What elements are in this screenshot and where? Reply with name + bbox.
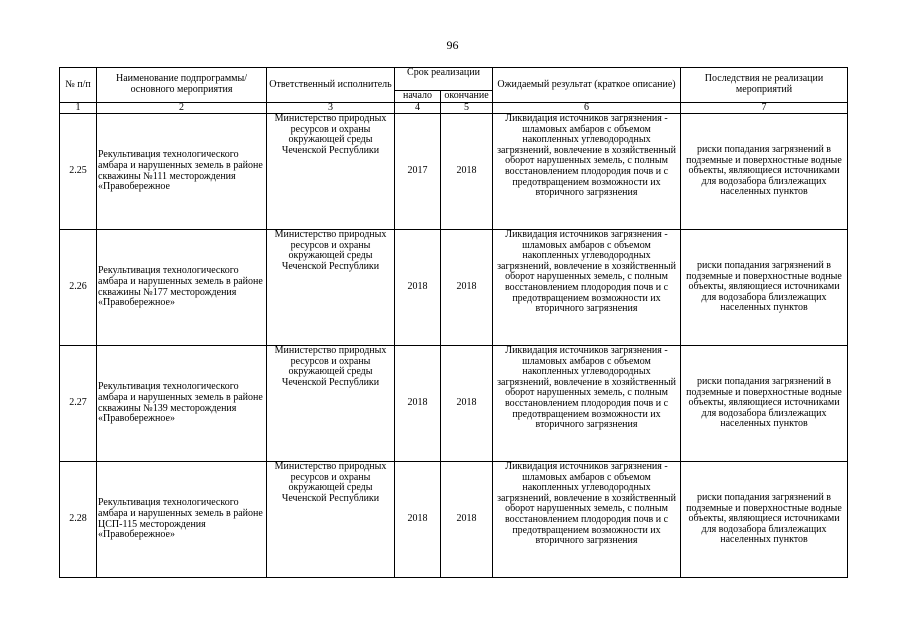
header-period: Срок реализации	[395, 68, 493, 91]
header-consequences: Последствия не реализации мероприятий	[681, 68, 848, 103]
column-number: 4	[395, 103, 441, 114]
row-name: Рекультивация технологического амбара и нарушенных земель в районе скважины №177 месторождения «Правобережное»	[97, 230, 267, 346]
row-responsible: Министерство природных ресурсов и охраны окружающей среды Чеченской Республики	[267, 462, 395, 578]
row-num: 2.27	[60, 346, 97, 462]
page-number: 96	[446, 38, 459, 52]
row-start: 2017	[395, 114, 441, 230]
row-result: Ликвидация источников загрязнения - шламовых амбаров с объемом накопленных углеводородных загрязнений, вовлечение в хозяйственный оборот нарушенных земель, с полным восстановлением плодородия почв и с предотвращением возможности их вторичного загрязнения	[493, 462, 681, 578]
table-row	[60, 114, 848, 230]
row-name: Рекультивация технологического амбара и нарушенных земель в районе скважины №111 месторождения «Правобережное	[97, 114, 267, 230]
header-start: начало	[395, 91, 441, 103]
row-start: 2018	[395, 462, 441, 578]
header-responsible: Ответственный исполнитель	[267, 68, 395, 103]
row-end: 2018	[441, 462, 493, 578]
header-end: окончание	[441, 91, 493, 103]
row-responsible: Министерство природных ресурсов и охраны окружающей среды Чеченской Республики	[267, 230, 395, 346]
table-row	[60, 462, 848, 578]
row-num: 2.25	[60, 114, 97, 230]
row-consequences: риски попадания загрязнений в подземные и поверхностные водные объекты, являющиеся источниками для водозабора близлежащих населенных пунктов	[681, 230, 848, 346]
row-responsible: Министерство природных ресурсов и охраны окружающей среды Чеченской Республики	[267, 114, 395, 230]
column-number-row	[60, 103, 848, 114]
row-end: 2018	[441, 114, 493, 230]
header-name: Наименование подпрограммы/ основного мероприятия	[97, 68, 267, 103]
header-result: Ожидаемый результат (краткое описание)	[493, 68, 681, 103]
row-consequences: риски попадания загрязнений в подземные и поверхностные водные объекты, являющиеся источниками для водозабора близлежащих населенных пунктов	[681, 346, 848, 462]
row-end: 2018	[441, 346, 493, 462]
row-result: Ликвидация источников загрязнения - шламовых амбаров с объемом накопленных углеводородных загрязнений, вовлечение в хозяйственный оборот нарушенных земель, с полным восстановлением плодородия почв и с предотвращением возможности их вторичного загрязнения	[493, 230, 681, 346]
row-num: 2.28	[60, 462, 97, 578]
row-name: Рекультивация технологического амбара и нарушенных земель в районе ЦСП-115 месторождения «Правобережное»	[97, 462, 267, 578]
row-num: 2.26	[60, 230, 97, 346]
measures-table	[59, 67, 848, 578]
header-row	[60, 68, 848, 91]
row-result: Ликвидация источников загрязнения - шламовых амбаров с объемом накопленных углеводородных загрязнений, вовлечение в хозяйственный оборот нарушенных земель, с полным восстановлением плодородия почв и с предотвращением возможности их вторичного загрязнения	[493, 346, 681, 462]
column-number: 5	[441, 103, 493, 114]
row-start: 2018	[395, 230, 441, 346]
row-name: Рекультивация технологического амбара и нарушенных земель в районе скважины №139 месторождения «Правобережное»	[97, 346, 267, 462]
column-number: 6	[493, 103, 681, 114]
column-number: 2	[97, 103, 267, 114]
column-number: 1	[60, 103, 97, 114]
column-number: 3	[267, 103, 395, 114]
row-start: 2018	[395, 346, 441, 462]
row-consequences: риски попадания загрязнений в подземные и поверхностные водные объекты, являющиеся источниками для водозабора близлежащих населенных пунктов	[681, 114, 848, 230]
row-end: 2018	[441, 230, 493, 346]
row-result: Ликвидация источников загрязнения - шламовых амбаров с объемом накопленных углеводородных загрязнений, вовлечение в хозяйственный оборот нарушенных земель, с полным восстановлением плодородия почв и с предотвращением возможности их вторичного загрязнения	[493, 114, 681, 230]
header-num: № п/п	[60, 68, 97, 103]
column-number: 7	[681, 103, 848, 114]
row-consequences: риски попадания загрязнений в подземные и поверхностные водные объекты, являющиеся источниками для водозабора близлежащих населенных пунктов	[681, 462, 848, 578]
row-responsible: Министерство природных ресурсов и охраны окружающей среды Чеченской Республики	[267, 346, 395, 462]
table-row	[60, 346, 848, 462]
table-row	[60, 230, 848, 346]
